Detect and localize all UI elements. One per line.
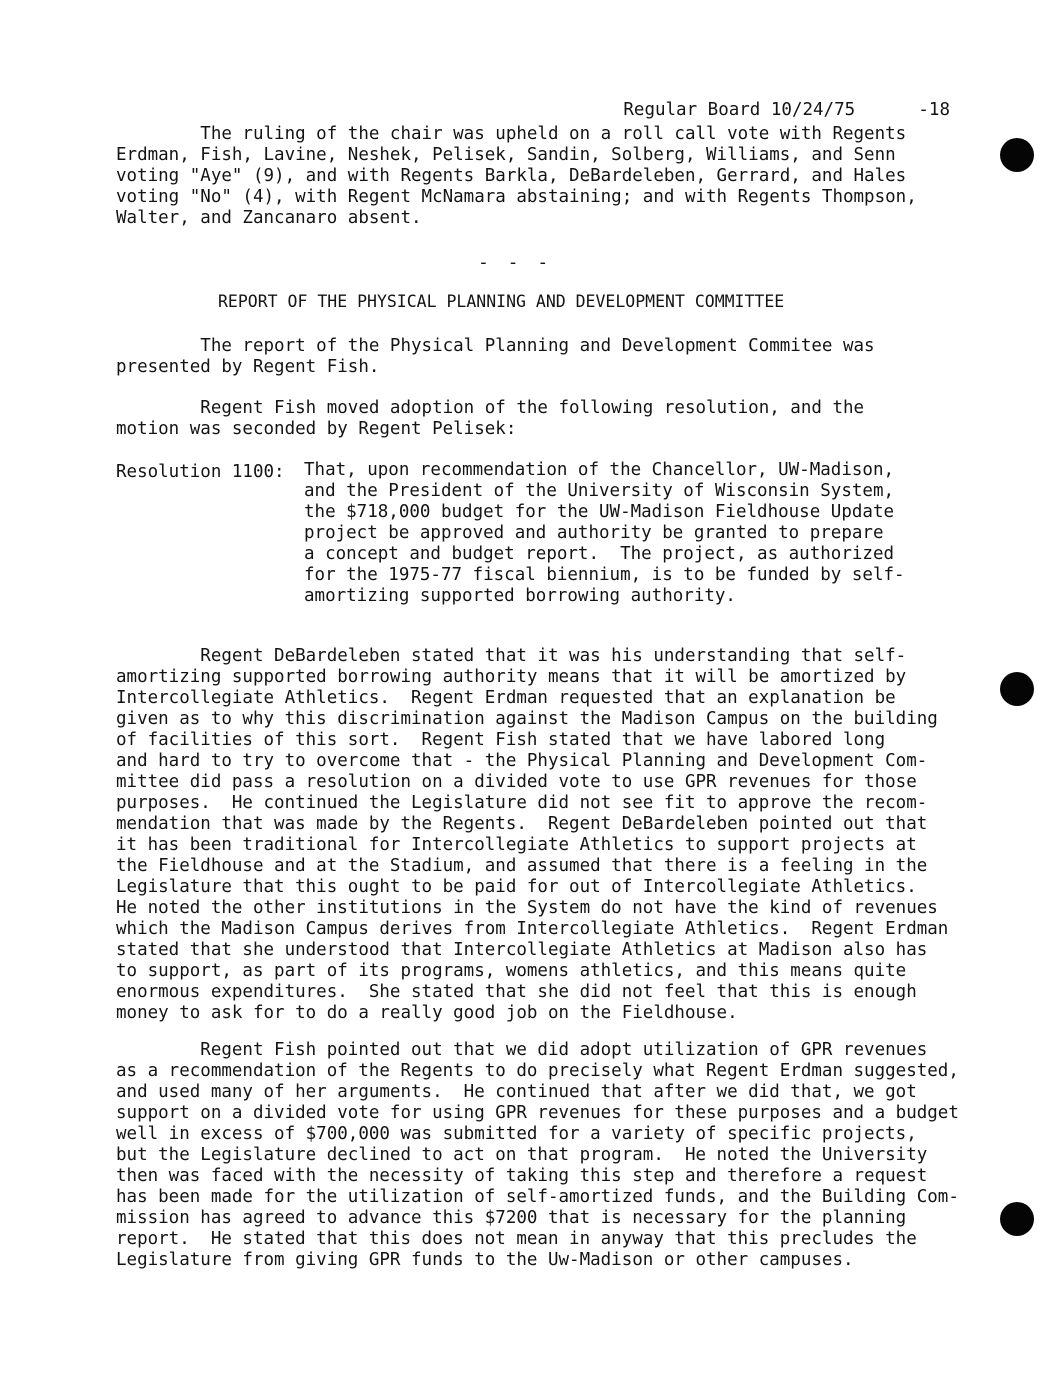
- section-separator: - - -: [478, 252, 553, 273]
- punch-hole-middle: [1000, 672, 1034, 706]
- report-presented-paragraph: The report of the Physical Planning and Development Commitee was presented by Regent Fish.: [116, 336, 875, 377]
- punch-hole-top: [1000, 138, 1034, 172]
- page-number: -18: [918, 100, 950, 120]
- motion-paragraph: Regent Fish moved adoption of the following resolution, and the motion was seconded by Regent Pelisek:: [116, 398, 865, 439]
- roll-call-paragraph: The ruling of the chair was upheld on a roll call vote with Regents Erdman, Fish, Lavine, Neshek, Pelisek, Sandin, Solberg, Williams, and Senn voting "Aye" (9), and with Regents Barkla, DeBardeleben, Gerrard, and Hales voting "No" (4), with Regent McNamara abstaining; and with Regents Thompson, Walter, and Zancanaro absent.: [116, 124, 917, 228]
- resolution-label: Resolution 1100:: [116, 462, 285, 482]
- fish-response-paragraph: Regent Fish pointed out that we did adopt utilization of GPR revenues as a recommendation of the Regents to do precisely what Regent Erdman suggested, and used many of her arguments. He continued that after we did that, we got support on a divided vote for using GPR revenues for these purposes and a budget well in excess of $700,000 was submitted for a variety of specific projects, but the Legislature declined to act on that program. He noted the University then was faced with the necessity of taking this step and therefore a request has been made for the utilization of self-amortized funds, and the Building Com- mission has agreed to advance this $7200 that is necessary for the planning report. He stated that this does not mean in anyway that this precludes the Legislature from giving GPR funds to the Uw-Madison or other campuses.: [116, 1040, 959, 1270]
- debardeleben-discussion-paragraph: Regent DeBardeleben stated that it was his understanding that self- amortizing supported borrowing authority means that it will be amortized by Intercollegiate Athletics. Regent Erdman requested that an explanation be given as to why this discrimination against the Madison Campus on the building of facilities of this sort. Regent Fish stated that we have labored long and hard to try to overcome that - the Physical Planning and Development Com- mittee did pass a resolution on a divided vote to use GPR revenues for those purposes. He continued the Legislature did not see fit to approve the recom- mendation that was made by the Regents. Regent DeBardeleben pointed out that it has been traditional for Intercollegiate Athletics to support projects at the Fieldhouse and at the Stadium, and assumed that there is a feeling in the Legislature that this ought to be paid for out of Intercollegiate Athletics. He noted the other institutions in the System do not have the kind of revenues which the Madison Campus derives from Intercollegiate Athletics. Regent Erdman stated that she understood that Intercollegiate Athletics at Madison also has to support, as part of its programs, womens athletics, and this means quite enormous expenditures. She stated that she did not feel that this is enough money to ask for to do a really good job on the Fieldhouse.: [116, 646, 949, 1023]
- header-title: Regular Board 10/24/75: [623, 100, 856, 120]
- punch-hole-bottom: [1000, 1202, 1034, 1236]
- resolution-text: That, upon recommendation of the Chancellor, UW-Madison, and the President of the University of Wisconsin System, the $718,000 budget for the UW-Madison Fieldhouse Update project be approved and authority be granted to prepare a concept and budget report. The project, as authorized for the 1975-77 fiscal biennium, is to be funded by self- amortizing supported borrowing authority.: [304, 460, 905, 606]
- section-heading: REPORT OF THE PHYSICAL PLANNING AND DEVELOPMENT COMMITTEE: [218, 292, 785, 311]
